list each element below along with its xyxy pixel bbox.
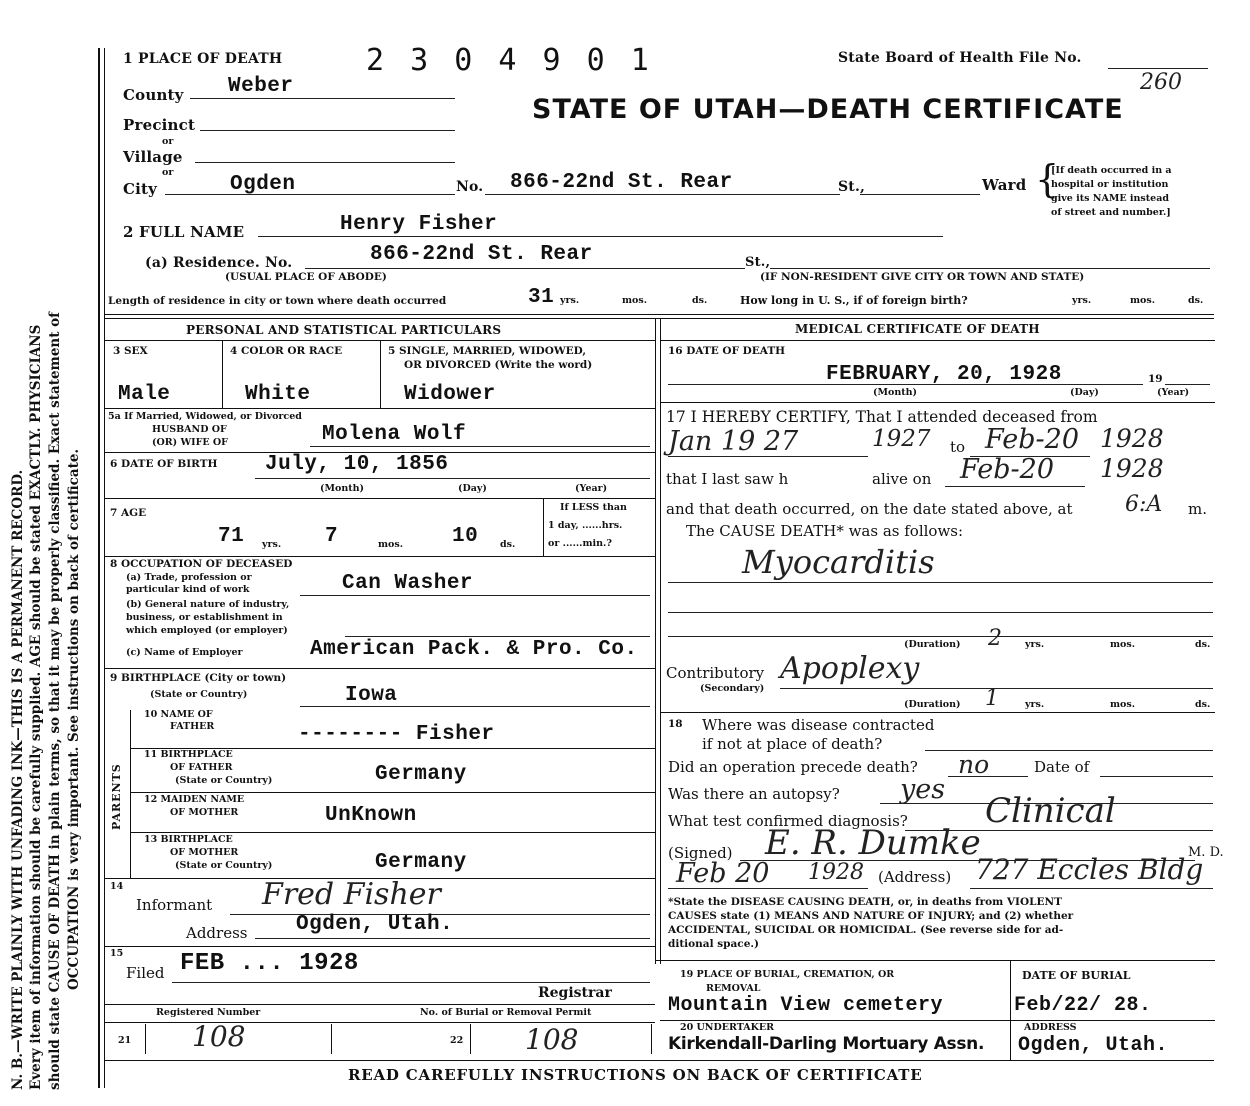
month-label: (Month): [320, 483, 365, 494]
hospital-note: of street and number.]: [1051, 207, 1171, 218]
informant-value: Fred Fisher: [262, 877, 441, 912]
industry-label: business, or establishment in: [126, 612, 283, 623]
side-note-line-4: OCCUPATION is very important. See instructions on back of certificate.: [66, 448, 82, 990]
registrar-label: Registrar: [538, 985, 612, 1001]
length-of-residence-label: Length of residence in city or town where death occurred: [108, 295, 447, 307]
employer-value: American Pack. & Pro. Co.: [310, 638, 638, 661]
us-residence-label: How long in U. S., if of foreign birth?: [740, 294, 968, 307]
burial-place-label: REMOVAL: [706, 983, 761, 994]
disease-contracted-label: Where was disease contracted: [702, 716, 935, 734]
physician-address-label: (Address): [878, 868, 952, 886]
violent-causes-note: *State the DISEASE CAUSING DEATH, or, in deaths from VIOLENT: [668, 896, 1062, 908]
burial-permit-label: No. of Burial or Removal Permit: [420, 1007, 592, 1018]
day-label: (Day): [1070, 387, 1099, 398]
yrs-label: yrs.: [560, 295, 580, 306]
ds-label: ds.: [500, 539, 516, 550]
no-label: No.: [456, 179, 484, 195]
industry-label: which employed (or employer): [126, 625, 288, 636]
full-name-label: 2 FULL NAME: [123, 223, 245, 241]
month-label: (Month): [873, 387, 918, 398]
burial-permit-value: 108: [525, 1023, 579, 1056]
certificate-number: 2 3 0 4 9 0 1: [366, 43, 653, 78]
last-saw-year: 1928: [1100, 454, 1164, 483]
residence-value: 866-22nd St. Rear: [370, 243, 593, 266]
marital-label: 5 SINGLE, MARRIED, WIDOWED,: [388, 345, 587, 357]
side-note-line-2: Every item of information should be carefully supplied. AGE should be stated EXACTLY. PHYSICIANS: [28, 324, 44, 1090]
signed-date: Feb 20: [676, 858, 770, 889]
age-years: 71: [218, 525, 245, 548]
ds-label: ds.: [1195, 699, 1211, 710]
informant-address-value: Ogden, Utah.: [296, 913, 454, 936]
registered-number-label: Registered Number: [156, 1007, 261, 1018]
abode-label: (USUAL PLACE OF ABODE): [225, 271, 387, 283]
spouse-label: 5a If Married, Widowed, or Divorced: [108, 411, 302, 422]
sex-value: Male: [118, 383, 171, 406]
item-number: 22: [450, 1035, 464, 1046]
color-value: White: [245, 383, 311, 406]
employer-label: (c) Name of Employer: [126, 647, 243, 658]
md-label: M. D.: [1188, 845, 1224, 860]
marital-value: Widower: [404, 383, 496, 406]
yrs-label: yrs.: [262, 539, 282, 550]
informant-address-label: Address: [186, 924, 248, 942]
year-label: (Year): [1157, 387, 1190, 398]
or-text: or: [162, 136, 174, 147]
village-label: Village: [123, 148, 183, 166]
dob-value: July, 10, 1856: [265, 453, 449, 476]
st-label: St.,: [838, 179, 866, 195]
item-number: 18: [668, 718, 683, 730]
medical-heading: MEDICAL CERTIFICATE OF DEATH: [795, 322, 1040, 336]
operation-value: no: [958, 750, 990, 779]
secondary-label: (Secondary): [700, 683, 765, 694]
ds-label: ds.: [692, 295, 708, 306]
last-saw-label: that I last saw h: [666, 470, 789, 488]
physician-signature: E. R. Dumke: [765, 823, 981, 863]
city-value: Ogden: [230, 173, 296, 196]
father-name-value: -------- Fisher: [298, 723, 495, 746]
duration-label: (Duration): [904, 639, 961, 650]
yrs-label: yrs.: [1072, 295, 1092, 306]
contributory-label: Contributory: [666, 664, 765, 682]
county-label: County: [123, 86, 184, 104]
mos-label: mos.: [1110, 639, 1136, 650]
test-value: Clinical: [985, 791, 1116, 831]
hospital-note: hospital or institution: [1051, 179, 1169, 190]
mos-label: mos.: [378, 539, 404, 550]
item-number: 15: [110, 948, 124, 959]
mos-label: mos.: [622, 295, 648, 306]
autopsy-label: Was there an autopsy?: [668, 785, 840, 803]
m-label: m.: [1188, 500, 1207, 518]
mother-birthplace-label: 13 BIRTHPLACE: [144, 834, 233, 845]
street-address: 866-22nd St. Rear: [510, 171, 733, 194]
filed-value: FEB ... 1928: [180, 950, 359, 977]
undertaker-address-label: ADDRESS: [1024, 1022, 1077, 1033]
operation-date-label: Date of: [1034, 758, 1090, 776]
father-birthplace-label: 11 BIRTHPLACE: [144, 749, 233, 760]
burial-place-label: 19 PLACE OF BURIAL, CREMATION, OR: [680, 969, 895, 980]
length-of-residence-value: 31: [528, 286, 555, 309]
st-label: St.,: [745, 255, 771, 270]
footer-instructions: READ CAREFULLY INSTRUCTIONS ON BACK OF CERTIFICATE: [348, 1066, 923, 1084]
mother-birthplace-value: Germany: [375, 851, 467, 874]
file-no-label: State Board of Health File No.: [838, 50, 1082, 66]
yrs-label: yrs.: [1025, 639, 1045, 650]
age-label: 7 AGE: [110, 507, 147, 519]
item-number: 14: [110, 881, 124, 892]
occupation-value: Can Washer: [342, 572, 474, 595]
hospital-note: [If death occurred in a: [1051, 165, 1172, 176]
operation-label: Did an operation precede death?: [668, 758, 918, 776]
attended-to-year: 1928: [1100, 424, 1164, 453]
undertaker-label: 20 UNDERTAKER: [680, 1022, 775, 1033]
informant-label: Informant: [136, 896, 213, 914]
time-of-death: 6:A: [1125, 492, 1163, 517]
violent-causes-note: CAUSES state (1) MEANS AND NATURE OF INJURY; and (2) whether: [668, 910, 1074, 922]
item-number: 21: [118, 1035, 132, 1046]
precinct-label: Precinct: [123, 116, 196, 134]
occupation-sub-label: particular kind of work: [126, 584, 250, 595]
mother-name-value: UnKnown: [325, 804, 417, 827]
side-note-line-1: N. B.—WRITE PLAINLY WITH UNFADING INK—THIS IS A PERMANENT RECORD.: [10, 469, 26, 1090]
duration-value: 2: [988, 626, 1002, 651]
father-birthplace-label: (State or Country): [175, 775, 273, 786]
mother-name-label: 12 MAIDEN NAME: [144, 794, 245, 805]
mother-name-label: OF MOTHER: [170, 807, 239, 818]
birthplace-value: Iowa: [345, 684, 398, 707]
birthplace-label: (State or Country): [150, 689, 248, 700]
place-of-death-heading: 1 PLACE OF DEATH: [123, 51, 283, 67]
file-no-value: 260: [1140, 70, 1182, 95]
less-than-label: or ......min.?: [548, 538, 612, 549]
mos-label: mos.: [1110, 699, 1136, 710]
signed-year: 1928: [808, 860, 864, 885]
spouse-label: (OR) WIFE OF: [152, 437, 228, 448]
city-label: City: [123, 180, 158, 198]
violent-causes-note: ditional space.): [668, 938, 760, 950]
attended-from-year: 1927: [872, 426, 931, 452]
last-saw-label: alive on: [872, 470, 932, 488]
hospital-note: give its NAME instead: [1051, 193, 1169, 204]
autopsy-value: yes: [900, 774, 946, 805]
father-name-label: 10 NAME OF: [144, 709, 213, 720]
death-occurred-label: and that death occurred, on the date stated above, at: [666, 500, 1073, 518]
father-name-label: FATHER: [170, 721, 215, 732]
mother-birthplace-label: OF MOTHER: [170, 847, 239, 858]
filed-label: Filed: [126, 964, 165, 982]
marital-label: OR DIVORCED (Write the word): [404, 359, 593, 371]
contributory-duration: 1: [985, 686, 999, 711]
day-label: (Day): [458, 483, 487, 494]
age-months: 7: [325, 525, 339, 548]
undertaker-value: Kirkendall-Darling Mortuary Assn.: [668, 1034, 985, 1054]
disease-contracted-label: if not at place of death?: [702, 735, 883, 753]
ward-label: Ward: [982, 176, 1027, 194]
duration-label: (Duration): [904, 699, 961, 710]
personal-heading: PERSONAL AND STATISTICAL PARTICULARS: [186, 323, 502, 337]
physician-address: 727 Eccles Bldg: [975, 853, 1204, 886]
mos-label: mos.: [1130, 295, 1156, 306]
signed-label: (Signed): [668, 844, 733, 862]
certify-label: 17 I HEREBY CERTIFY, That I attended deceased from: [666, 408, 1098, 426]
yrs-label: yrs.: [1025, 699, 1045, 710]
cause-value: Myocarditis: [742, 543, 935, 581]
year-label: (Year): [575, 483, 608, 494]
parents-label: PARENTS: [110, 763, 123, 830]
contributory-value: Apoplexy: [780, 651, 920, 686]
side-note-line-3: should state CAUSE OF DEATH in plain terms, so that it may be properly classified. Exact statement of: [47, 312, 63, 1090]
date-of-death-label: 16 DATE OF DEATH: [668, 345, 786, 357]
less-than-label: If LESS than: [560, 502, 627, 513]
last-saw-value: Feb-20: [960, 454, 1054, 485]
to-label: to: [950, 438, 966, 456]
mother-birthplace-label: (State or Country): [175, 860, 273, 871]
color-label: 4 COLOR OR RACE: [230, 345, 343, 357]
undertaker-address-value: Ogden, Utah.: [1018, 1034, 1169, 1057]
test-label: What test confirmed diagnosis?: [668, 812, 908, 830]
occupation-label: 8 OCCUPATION OF DECEASED: [110, 558, 293, 570]
burial-date-value: Feb/22/ 28.: [1014, 994, 1152, 1017]
dob-label: 6 DATE OF BIRTH: [110, 458, 218, 470]
attended-from-value: Jan 19 27: [668, 426, 799, 457]
burial-place-value: Mountain View cemetery: [668, 994, 944, 1017]
date-of-death-value: FEBRUARY, 20, 1928: [826, 363, 1062, 386]
certificate-title: STATE OF UTAH—DEATH CERTIFICATE: [532, 94, 1124, 125]
ds-label: ds.: [1195, 639, 1211, 650]
sex-label: 3 SEX: [113, 345, 148, 357]
year-prefix: 19: [1148, 373, 1163, 385]
residence-label: (a) Residence. No.: [145, 255, 293, 271]
father-birthplace-value: Germany: [375, 763, 467, 786]
less-than-label: 1 day, ......hrs.: [548, 520, 623, 531]
industry-label: (b) General nature of industry,: [126, 599, 290, 610]
attended-to-value: Feb-20: [985, 424, 1079, 455]
or-text: or: [162, 167, 174, 178]
birthplace-label: 9 BIRTHPLACE (City or town): [110, 672, 287, 684]
father-birthplace-label: OF FATHER: [170, 762, 233, 773]
occupation-sub-label: (a) Trade, profession or: [126, 572, 252, 583]
county-value: Weber: [228, 75, 294, 98]
burial-date-label: DATE OF BURIAL: [1022, 969, 1131, 982]
spouse-label: HUSBAND OF: [152, 424, 227, 435]
age-days: 10: [452, 525, 479, 548]
violent-causes-note: ACCIDENTAL, SUICIDAL OR HOMICIDAL. (See reverse side for ad-: [668, 924, 1064, 936]
registered-number-value: 108: [192, 1020, 246, 1053]
cause-label: The CAUSE DEATH* was as follows:: [686, 522, 964, 540]
ds-label: ds.: [1188, 295, 1204, 306]
full-name-value: Henry Fisher: [340, 213, 498, 236]
spouse-value: Molena Wolf: [322, 423, 467, 446]
nonresident-label: (IF NON-RESIDENT GIVE CITY OR TOWN AND STATE): [760, 271, 1085, 283]
